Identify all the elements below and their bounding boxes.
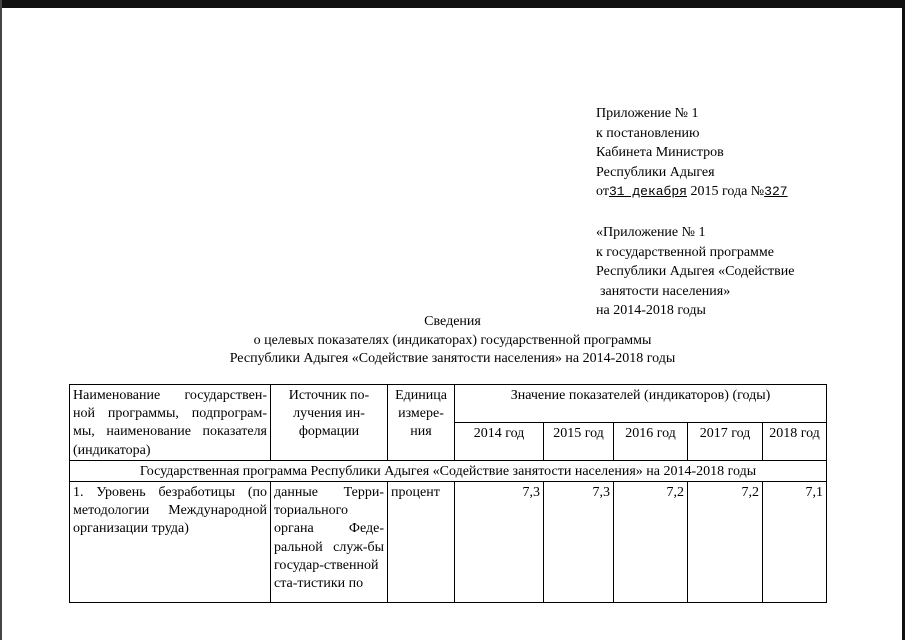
table-row xyxy=(70,482,827,603)
table-header-row-1 xyxy=(70,385,827,423)
row1-unit: процент xyxy=(388,482,455,603)
header-year-2016: 2016 год xyxy=(614,422,688,460)
program-line-2: к государственной программе xyxy=(596,244,774,260)
approval-line-1: Приложение № 1 xyxy=(596,106,699,121)
document-title xyxy=(0,313,905,369)
row1-value-2015: 7,3 xyxy=(544,482,614,603)
approval-line-2: к постановлению xyxy=(596,125,700,141)
header-indicator-name: Наименование государствен-ной программы, подпрограм-мы, наименование показателя (индикатора) xyxy=(70,385,271,461)
header-year-2014: 2014 год xyxy=(455,422,544,460)
approval-line-3: Кабинета Министров xyxy=(596,145,724,161)
header-year-2018: 2018 год xyxy=(763,422,827,460)
row1-value-2016: 7,2 xyxy=(614,482,688,603)
title-line-3: Республики Адыгея «Содействие занятости населения» на 2014-2018 годы xyxy=(229,351,676,366)
scan-top-edge xyxy=(0,0,905,8)
table-section-row xyxy=(70,460,827,481)
header-year-2017: 2017 год xyxy=(688,422,763,460)
program-line-4: занятости населения» xyxy=(600,283,731,299)
header-year-2015: 2015 год xyxy=(544,422,614,460)
program-line-3: Республики Адыгея «Содействие xyxy=(596,264,795,280)
header-source: Источник по-лучения ин-формации xyxy=(271,385,388,461)
approval-block xyxy=(596,104,788,202)
program-line-5: на 2014-2018 годы xyxy=(596,303,706,319)
date-year: 2015 года № xyxy=(690,184,765,200)
date-day-month: 31 декабря xyxy=(608,184,687,200)
approval-line-4: Республики Адыгея xyxy=(596,164,715,180)
header-values: Значение показателей (индикаторов) (годы) xyxy=(455,385,827,423)
row1-value-2018: 7,1 xyxy=(763,482,827,603)
approval-date-line xyxy=(596,182,788,202)
row1-indicator-name: 1. Уровень безработицы (по методологии Международной организации труда) xyxy=(70,482,271,603)
program-appendix-block xyxy=(596,223,795,321)
row1-value-2014: 7,3 xyxy=(455,482,544,603)
program-line-1: «Приложение № 1 xyxy=(596,225,706,240)
indicators-table xyxy=(69,384,827,603)
row1-source: данные Терри-ториального органа Феде-ральной служ-бы государ-ственной ста-тистики по xyxy=(271,482,388,603)
row1-value-2017: 7,2 xyxy=(688,482,763,603)
header-unit: Единица измере-ния xyxy=(388,385,455,461)
title-line-2: о целевых показателях (индикаторах) государственной программы xyxy=(253,332,652,348)
document-number: 327 xyxy=(764,184,788,200)
title-line-1: Сведения xyxy=(424,314,481,329)
date-prefix: от xyxy=(596,184,609,200)
section-title: Государственная программа Республики Адыгея «Содействие занятости населения» на 2014-2018 годы xyxy=(70,460,827,481)
